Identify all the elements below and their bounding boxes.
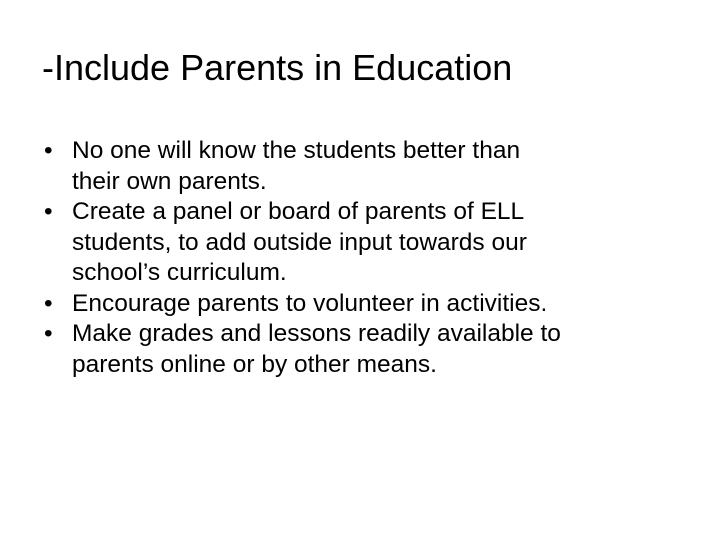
bullet-item [44,197,684,289]
bullet-line: No one will know the students better than [72,137,521,164]
bullet-item [44,319,684,380]
bullet-line: their own parents. [72,167,267,195]
slide-title: -Include Parents in Education [42,47,513,88]
bullet-line: Create a panel or board of parents of ELL [72,198,525,225]
bullet-line: school’s curriculum. [72,259,287,286]
bullet-icon: • [44,320,53,347]
bullet-icon: • [44,137,53,164]
bullet-item [44,136,684,197]
bullet-line: Make grades and lessons readily available to [72,320,561,347]
bullet-line: Encourage parents to volunteer in activities. [72,289,548,317]
bullet-line: students, to add outside input towards our [72,228,527,256]
bullet-icon: • [44,289,53,317]
bullet-item [44,289,684,320]
bullet-icon: • [44,198,53,225]
bullet-line: parents online or by other means. [72,350,437,378]
bullet-list [44,136,684,380]
